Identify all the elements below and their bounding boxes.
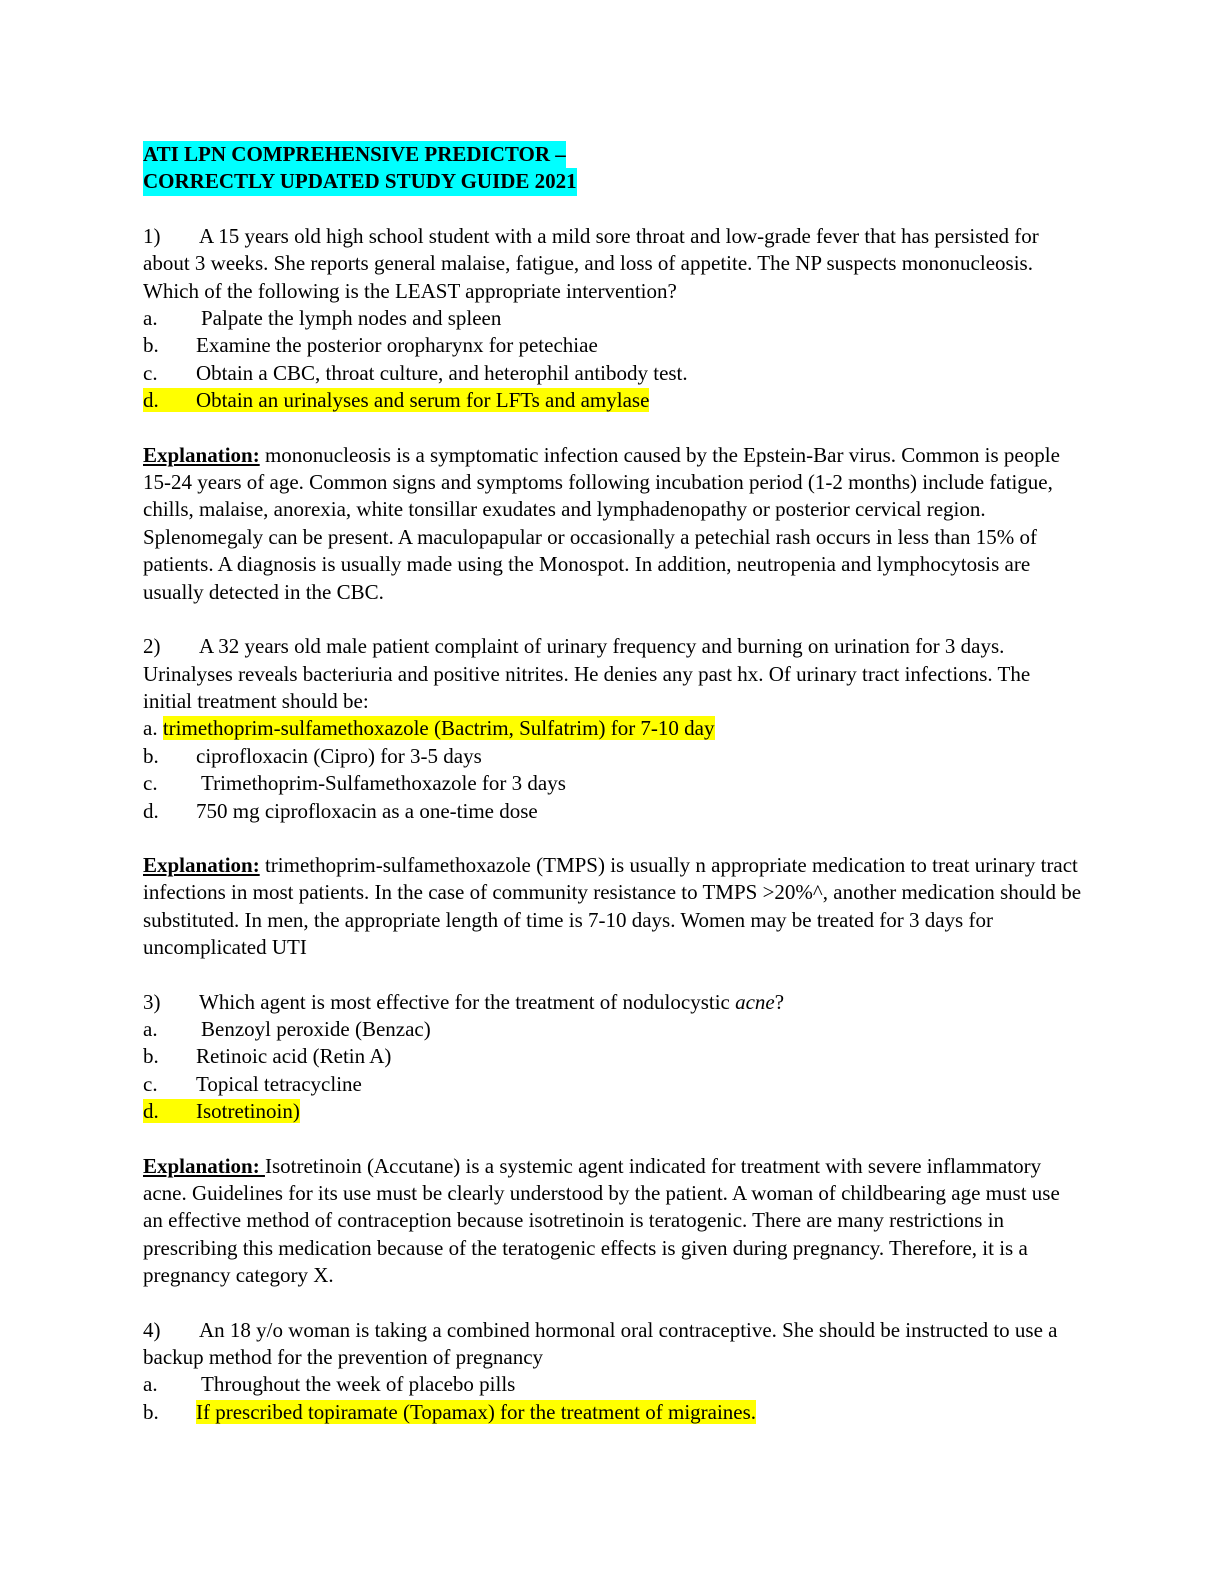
option-a: a. Throughout the week of placebo pills	[143, 1372, 516, 1397]
option-b: b. Retinoic acid (Retin A)	[143, 1044, 392, 1069]
option-d-correct: d. Isotretinoin)	[143, 1099, 300, 1124]
option-b-correct: b. If prescribed topiramate (Topamax) for the treatment of migraines.	[143, 1399, 757, 1424]
option-b: b. ciprofloxacin (Cipro) for 3-5 days	[143, 743, 482, 768]
question-3	[143, 989, 1083, 1126]
option-a: a. Palpate the lymph nodes and spleen	[143, 306, 502, 331]
option-c: c. Trimethoprim-Sulfamethoxazole for 3 days	[143, 771, 566, 796]
option-a: a. Benzoyl peroxide (Benzac)	[143, 1016, 431, 1041]
option-d-correct: d. Obtain an urinalyses and serum for LFTs and amylase	[143, 388, 650, 413]
explanation-3: Explanation: Isotretinoin (Accutane) is a systemic agent indicated for treatment with severe inflammatory acne. Guidelines for its use must be clearly understood by the patient. A woman of childbearing age must use an effective method of contraception because isotretinoin is teratogenic. There are many restrictions in prescribing this medication because of the teratogenic effects is given during pregnancy. Therefore, it is a pregnancy category X.	[143, 1153, 1060, 1288]
explanation-1: Explanation: mononucleosis is a symptomatic infection caused by the Epstein-Bar virus. Common is people 15-24 years of age. Common signs and symptoms following incubation period (1-2 months) include fatigue, chills, malaise, anorexia, white tonsillar exudates and lymphadenopathy or posterior cervical region. Splenomegaly can be present. A maculopapular or occasionally a petechial rash occurs in less than 15% of patients. A diagnosis is usually made using the Monospot. In addition, neutropenia and lymphocytosis are usually detected in the CBC.	[143, 442, 1060, 604]
question-stem: 4) An 18 y/o woman is taking a combined hormonal oral contraceptive. She should be instructed to use a backup method for the prevention of pregnancy	[143, 1317, 1058, 1370]
question-number: 4)	[143, 1317, 161, 1342]
question-number: 1)	[143, 223, 161, 248]
option-c: c. Topical tetracycline	[143, 1071, 362, 1096]
question-2	[143, 633, 1083, 825]
option-c: c. Obtain a CBC, throat culture, and heterophil antibody test.	[143, 360, 688, 385]
question-1	[143, 223, 1083, 415]
title-line-2: CORRECTLY UPDATED STUDY GUIDE 2021	[143, 168, 577, 195]
question-stem: 2) A 32 years old male patient complaint of urinary frequency and burning on urination for 3 days. Urinalyses reveals bacteriuria and positive nitrites. He denies any past hx. Of urinary tract infections. The initial treatment should be:	[143, 634, 1031, 713]
explanation-label: Explanation:	[143, 1153, 265, 1178]
document-page	[143, 141, 1083, 1426]
question-4	[143, 1317, 1083, 1427]
explanation-2: Explanation: trimethoprim-sulfamethoxazole (TMPS) is usually n appropriate medication to treat urinary tract infections in most patients. In the case of community resistance to TMPS >20%^, another medication should be substituted. In men, the appropriate length of time is 7-10 days. Women may be treated for 3 days for uncomplicated UTI	[143, 852, 1082, 960]
question-number: 2)	[143, 634, 161, 659]
option-b: b. Examine the posterior oropharynx for petechiae	[143, 333, 598, 358]
question-stem: 3) Which agent is most effective for the treatment of nodulocystic acne?	[143, 989, 1083, 1016]
option-a-correct: a. trimethoprim-sulfamethoxazole (Bactrim, Sulfatrim) for 7-10 day	[143, 716, 715, 741]
document-title	[143, 141, 1083, 196]
title-line-1: ATI LPN COMPREHENSIVE PREDICTOR –	[143, 141, 566, 168]
option-d: d. 750 mg ciprofloxacin as a one-time dose	[143, 798, 538, 823]
explanation-label: Explanation:	[143, 442, 260, 467]
explanation-label: Explanation:	[143, 852, 260, 877]
question-number: 3)	[143, 989, 161, 1014]
question-stem: 1) A 15 years old high school student with a mild sore throat and low-grade fever that has persisted for about 3 weeks. She reports general malaise, fatigue, and loss of appetite. The NP suspects mononucleosis. Which of the following is the LEAST appropriate intervention?	[143, 223, 1039, 303]
